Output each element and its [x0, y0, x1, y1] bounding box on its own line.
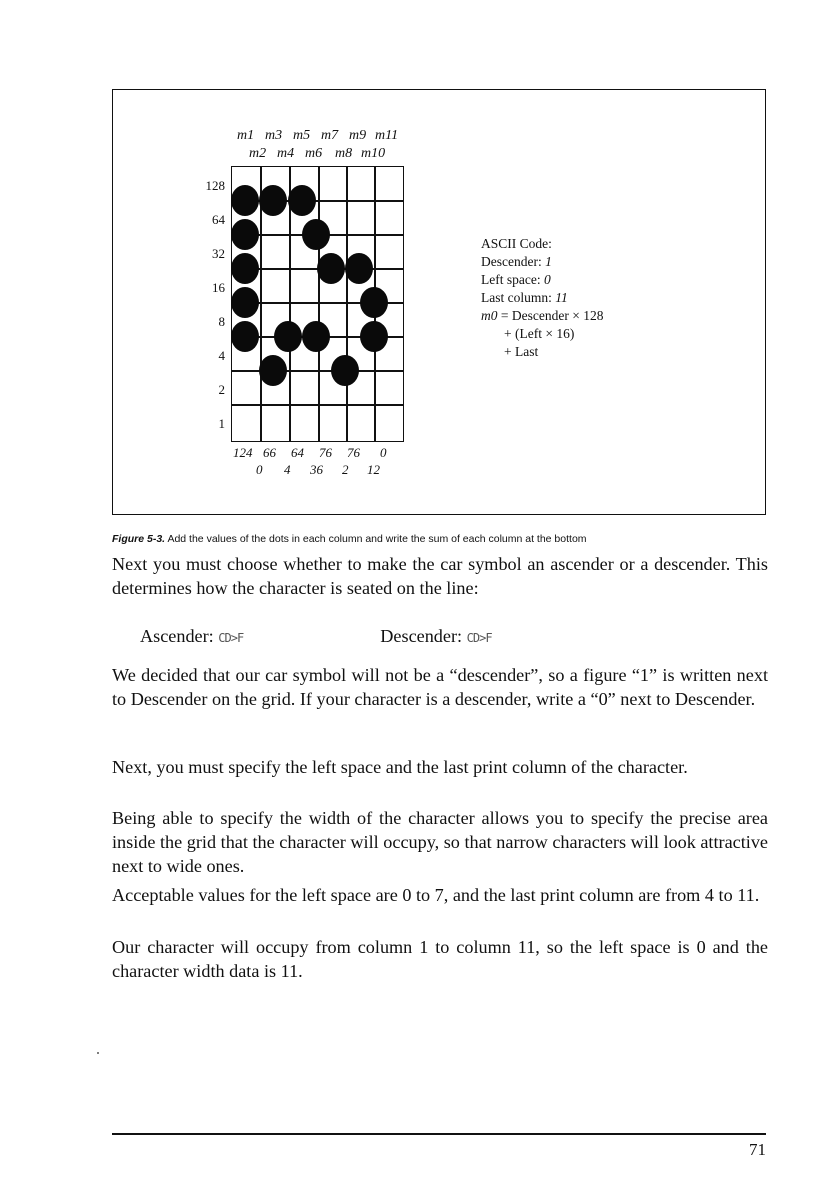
sum-m3: 66	[263, 445, 276, 460]
paragraph-3: Next, you must specify the left space and the last print column of the character.	[112, 757, 688, 777]
row-label-4: 4	[218, 348, 225, 363]
row-label-8: 8	[218, 314, 225, 329]
col-label-m10: m10	[361, 146, 386, 161]
ascii-code-label: ASCII Code:	[481, 236, 552, 251]
dot	[302, 219, 330, 250]
col-label-m2: m2	[249, 146, 267, 161]
ascender-label: Ascender:	[140, 626, 214, 646]
paragraph-6: Our character will occupy from column 1 to column 11, so the left space is 0 and the character width data is 11.	[112, 937, 768, 981]
descender-label: Descender:	[380, 626, 463, 646]
dot	[274, 321, 302, 352]
sum-m5: 64	[291, 445, 304, 460]
dot	[231, 219, 259, 250]
dot	[231, 321, 259, 352]
col-label-m7: m7	[321, 128, 339, 143]
row-label-128: 128	[205, 178, 225, 193]
left-space-line: Left space: 0	[481, 272, 551, 287]
figure-label: Figure 5-3.	[112, 533, 166, 545]
paragraph-4: Being able to specify the width of the character allows you to specify the precise area inside the grid that the character will occupy, so that narrow characters will look attractive next to wide ones.	[112, 808, 768, 876]
page-number: 71	[749, 1140, 766, 1159]
dot	[259, 185, 287, 216]
sum-m11: 0	[380, 445, 387, 460]
dot	[360, 321, 388, 352]
descender-glyphs: CD>F	[466, 631, 492, 645]
descender-line: Descender: 1	[481, 254, 552, 269]
formula-line-3: + Last	[504, 344, 539, 359]
dot	[331, 355, 359, 386]
dot	[302, 321, 330, 352]
figure-box	[112, 89, 766, 515]
formula-line-2: + (Left × 16)	[504, 326, 575, 341]
dot	[231, 185, 259, 216]
scan-speck	[97, 1052, 99, 1054]
sum-m7: 76	[319, 445, 332, 460]
row-label-2: 2	[218, 382, 225, 397]
paragraph-1: Next you must choose whether to make the car symbol an ascender or a descender. This determines how the character is seated on the line:	[112, 554, 768, 598]
col-label-m4: m4	[277, 146, 295, 161]
row-label-1: 1	[218, 416, 225, 431]
sum-m2: 0	[256, 462, 263, 477]
last-column-line: Last column: 11	[481, 290, 568, 305]
ascender-descender-line	[140, 626, 492, 647]
formula-line-1: m0 = Descender × 128	[481, 308, 604, 323]
sum-m4: 4	[284, 462, 291, 477]
figure-info	[481, 235, 603, 361]
col-label-m1: m1	[237, 128, 255, 143]
col-label-m5: m5	[293, 128, 311, 143]
dot	[231, 253, 259, 284]
figure-caption	[112, 533, 587, 545]
footer-rule	[112, 1133, 766, 1135]
sum-m9: 76	[347, 445, 360, 460]
row-label-64: 64	[212, 212, 225, 227]
dot-matrix-grid	[231, 166, 404, 442]
row-label-32: 32	[212, 246, 225, 261]
sum-m6: 36	[310, 462, 323, 477]
sum-m8: 2	[342, 462, 349, 477]
sum-m1: 124	[233, 445, 253, 460]
col-label-m3: m3	[265, 128, 283, 143]
dot	[288, 185, 316, 216]
col-label-m8: m8	[335, 146, 353, 161]
dot	[317, 253, 345, 284]
col-label-m6: m6	[305, 146, 323, 161]
paragraph-2: We decided that our car symbol will not be a “descender”, so a figure “1” is written next to Descender on the grid. If your character is a descender, write a “0” next to Descender.	[112, 665, 768, 709]
dot	[345, 253, 373, 284]
dot	[231, 287, 259, 318]
col-label-m9: m9	[349, 128, 367, 143]
sum-m10: 12	[367, 462, 380, 477]
dot	[360, 287, 388, 318]
col-label-m11: m11	[375, 128, 399, 143]
ascender-glyphs: CD>F	[218, 631, 244, 645]
caption-text: Add the values of the dots in each column and write the sum of each column at the bottom	[167, 533, 587, 545]
dot	[259, 355, 287, 386]
row-label-16: 16	[212, 280, 225, 295]
paragraph-5: Acceptable values for the left space are 0 to 7, and the last print column are from 4 to 11.	[112, 885, 760, 905]
